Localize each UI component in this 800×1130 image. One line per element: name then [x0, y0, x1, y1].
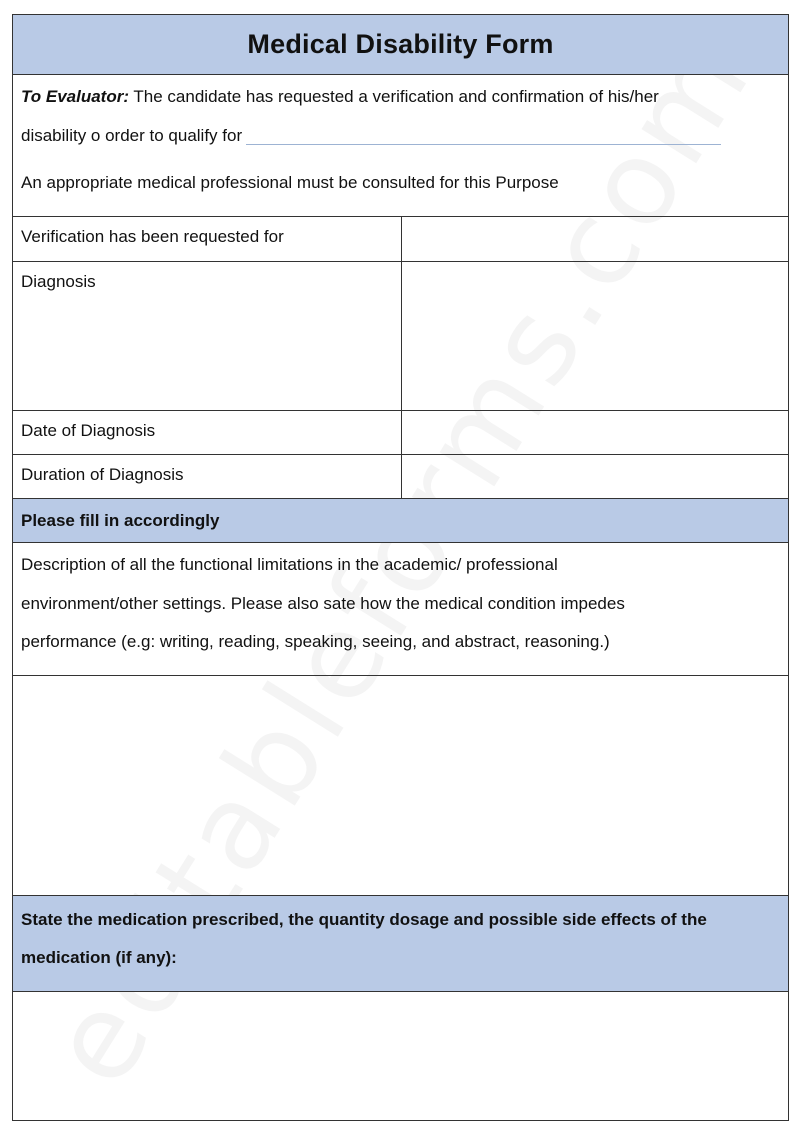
- intro-line-3: An appropriate medical professional must be consulted for this Purpose: [21, 173, 559, 192]
- duration-of-diagnosis-field[interactable]: [401, 455, 788, 498]
- medical-disability-form: [12, 14, 789, 1121]
- verification-field[interactable]: [401, 217, 788, 261]
- date-of-diagnosis-field[interactable]: [401, 411, 788, 454]
- diagnosis-field[interactable]: [401, 262, 788, 410]
- section-fill-heading: Please fill in accordingly: [13, 498, 788, 542]
- desc-line-3: performance (e.g: writing, reading, speaking, seeing, and abstract, reasoning.): [21, 632, 610, 651]
- medication-heading-line-1: State the medication prescribed, the quantity dosage and possible side effects of the: [21, 910, 707, 929]
- intro-section: [13, 74, 788, 216]
- duration-of-diagnosis-label: Duration of Diagnosis: [21, 465, 184, 484]
- intro-line-1: [21, 87, 659, 107]
- medication-heading-line-2: medication (if any):: [21, 948, 177, 967]
- verification-label: Verification has been requested for: [21, 227, 284, 246]
- desc-line-2: environment/other settings. Please also sate how the medical condition impedes: [21, 594, 625, 613]
- evaluator-label: To Evaluator:: [21, 87, 129, 106]
- qualify-for-blank[interactable]: [246, 144, 721, 145]
- form-title: Medical Disability Form: [13, 15, 788, 74]
- intro-line-2: [21, 126, 721, 146]
- intro-text-2: disability o order to qualify for: [21, 126, 243, 145]
- desc-line-1: Description of all the functional limitations in the academic/ professional: [21, 555, 558, 574]
- row-diagnosis: [13, 261, 788, 410]
- date-of-diagnosis-label: Date of Diagnosis: [21, 421, 156, 440]
- row-date-of-diagnosis: [13, 410, 788, 454]
- row-duration-of-diagnosis: [13, 454, 788, 498]
- intro-text-1: The candidate has requested a verification and confirmation of his/her: [129, 87, 659, 106]
- limitations-answer-area[interactable]: [13, 675, 788, 895]
- medication-heading: [13, 895, 788, 991]
- row-verification: [13, 216, 788, 261]
- medication-answer-area[interactable]: [13, 991, 788, 1120]
- limitations-description: [13, 542, 788, 675]
- diagnosis-label: Diagnosis: [21, 272, 96, 291]
